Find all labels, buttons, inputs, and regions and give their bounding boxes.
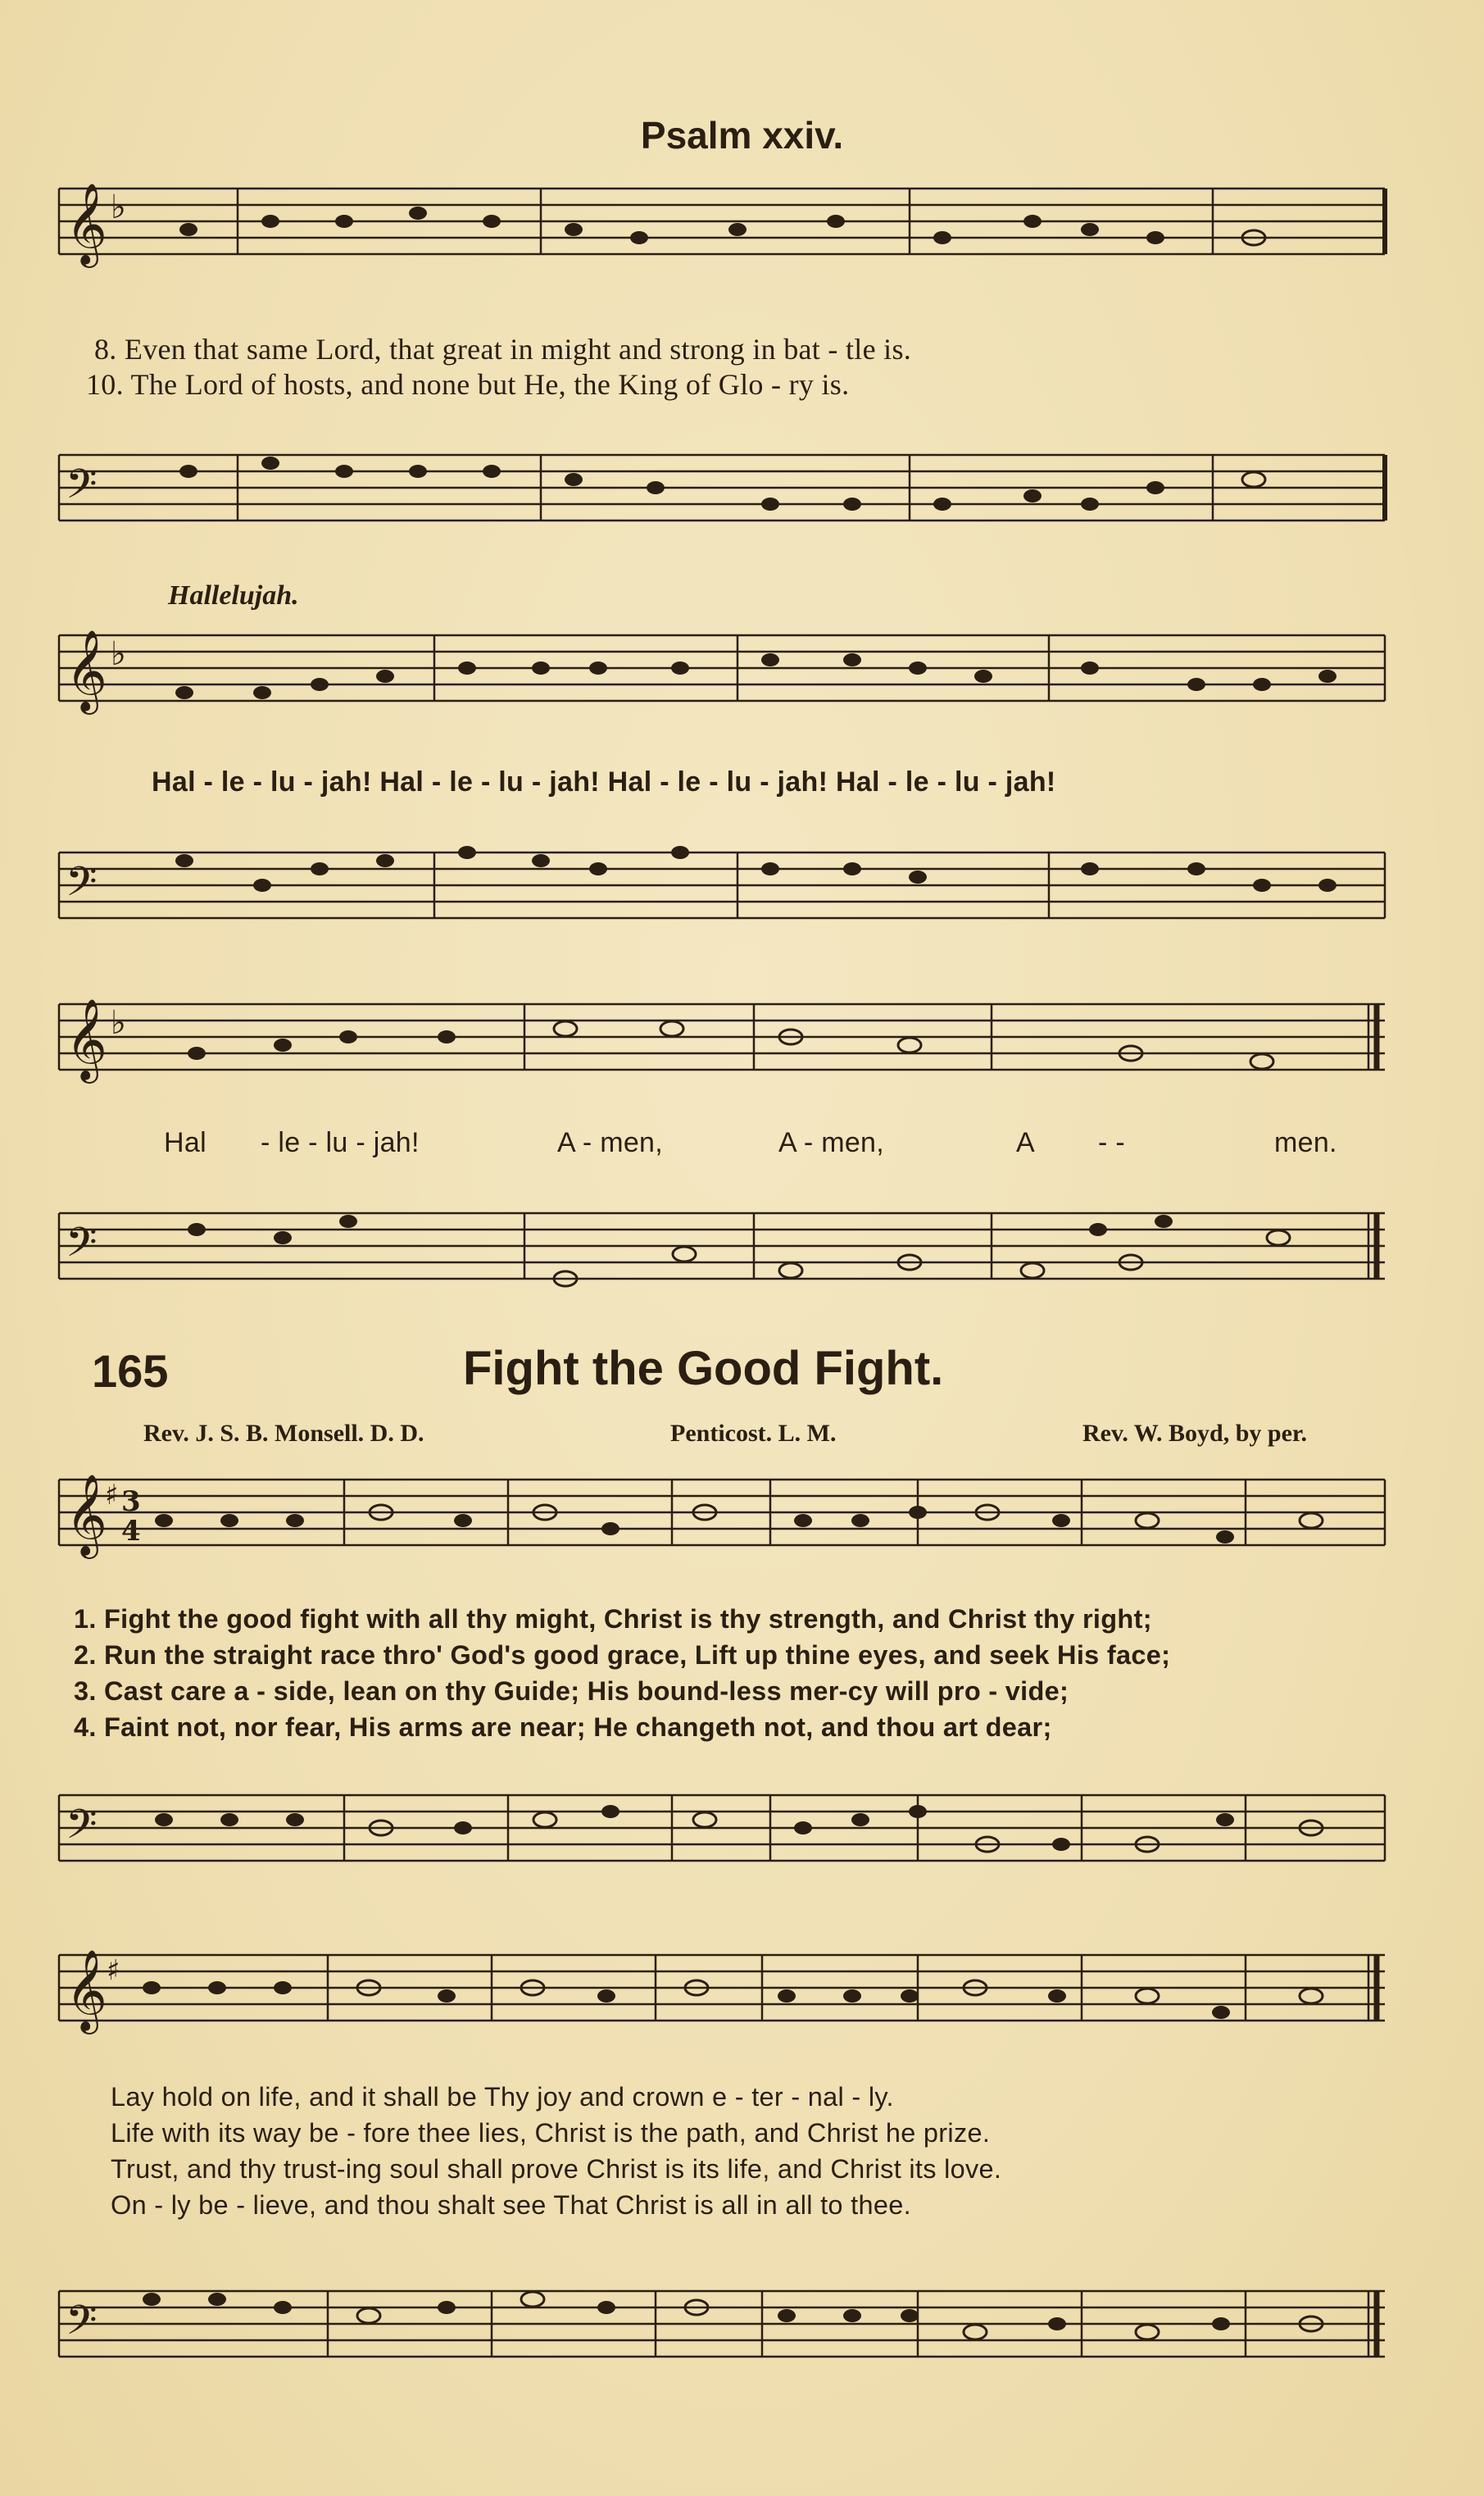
- svg-text:♭: ♭: [111, 635, 126, 673]
- hymn-author: Rev. J. S. B. Monsell. D. D.: [143, 1420, 424, 1447]
- psalm-verse-8: 8. Even that same Lord, that great in might and strong in bat - tle is.: [94, 333, 912, 366]
- psalm-treble-staff-3: [0, 988, 1484, 1111]
- psalm-title: Psalm xxiv.: [640, 114, 844, 157]
- amen-hal: Hal: [164, 1127, 206, 1158]
- amen-3-a: A: [1016, 1127, 1035, 1158]
- svg-text:𝄢: 𝄢: [66, 2297, 98, 2354]
- svg-text:4: 4: [121, 1515, 141, 1548]
- hymn-bass-staff-1: [0, 1762, 1484, 1885]
- psalm-treble-staff-2: [0, 619, 1484, 742]
- svg-text:♭: ♭: [111, 189, 126, 226]
- svg-text:3: 3: [121, 1485, 141, 1518]
- amen-2: A - men,: [778, 1127, 885, 1158]
- amen-1: A - men,: [557, 1127, 664, 1158]
- svg-text:𝄞: 𝄞: [66, 183, 107, 265]
- hymn-verse-2-first: 2. Run the straight race thro' God's good grace, Lift up thine eyes, and seek His face;: [74, 1640, 1171, 1670]
- hymn-title: Fight the Good Fight.: [463, 1342, 944, 1395]
- svg-text:𝄞: 𝄞: [66, 1474, 107, 1556]
- hymn-verse-3-first: 3. Cast care a - side, lean on thy Guide; His bound-less mer-cy will pro - vide;: [74, 1676, 1069, 1706]
- svg-text:𝄞: 𝄞: [66, 998, 107, 1080]
- svg-text:𝄢: 𝄢: [66, 858, 98, 916]
- hymn-number: 165: [92, 1345, 169, 1397]
- svg-text:𝄢: 𝄢: [66, 461, 98, 518]
- svg-text:𝄢: 𝄢: [66, 1801, 98, 1858]
- psalm-bass-staff-2: [0, 820, 1484, 943]
- psalm-bass-staff-3: [0, 1180, 1484, 1303]
- hymn-bass-staff-2: [0, 2258, 1484, 2381]
- svg-text:♭: ♭: [111, 1004, 126, 1042]
- hymn-verse-1-second: Lay hold on life, and it shall be Thy joy and crown e - ter - nal - ly.: [111, 2082, 894, 2112]
- hymn-composer: Rev. W. Boyd, by per.: [1082, 1420, 1307, 1447]
- hallelujah-lyrics: Hal - le - lu - jah! Hal - le - lu - jah! Hal - le - lu - jah! Hal - le - lu - jah!: [152, 766, 1056, 798]
- amen-lelujah: - le - lu - jah!: [261, 1127, 420, 1158]
- amen-3-dashes: - -: [1098, 1127, 1125, 1158]
- svg-text:𝄞: 𝄞: [66, 630, 107, 712]
- hymn-verse-3-second: Trust, and thy trust-ing soul shall prove Christ is its life, and Christ its love.: [111, 2154, 1002, 2184]
- psalm-verse-10: 10. The Lord of hosts, and none but He, the King of Glo - ry is.: [86, 368, 850, 401]
- hymn-verse-4-second: On - ly be - lieve, and thou shalt see That Christ is all in all to thee.: [111, 2190, 911, 2220]
- hymn-credits: [143, 1420, 1307, 1453]
- hymn-verse-2-second: Life with its way be - fore thee lies, Christ is the path, and Christ he prize.: [111, 2118, 991, 2148]
- hymn-verse-4-first: 4. Faint not, nor fear, His arms are near; He changeth not, and thou art dear;: [74, 1712, 1052, 1742]
- svg-text:𝄢: 𝄢: [66, 1219, 98, 1276]
- psalm-treble-staff-1: [0, 172, 1484, 295]
- svg-text:𝄞: 𝄞: [66, 1949, 107, 2031]
- hymn-treble-staff-1: [0, 1463, 1484, 1586]
- svg-text:♯: ♯: [105, 1479, 119, 1512]
- hymn-verse-1-first: 1. Fight the good fight with all thy might, Christ is thy strength, and Christ thy right;: [74, 1604, 1152, 1634]
- hymn-treble-staff-2: [0, 1939, 1484, 2062]
- hallelujah-marking: Hallelujah.: [168, 580, 299, 611]
- svg-text:♯: ♯: [107, 1954, 120, 1987]
- psalm-bass-staff-1: [0, 422, 1484, 545]
- hymn-tune: Penticost. L. M.: [670, 1420, 837, 1447]
- amen-3-men: men.: [1274, 1127, 1337, 1158]
